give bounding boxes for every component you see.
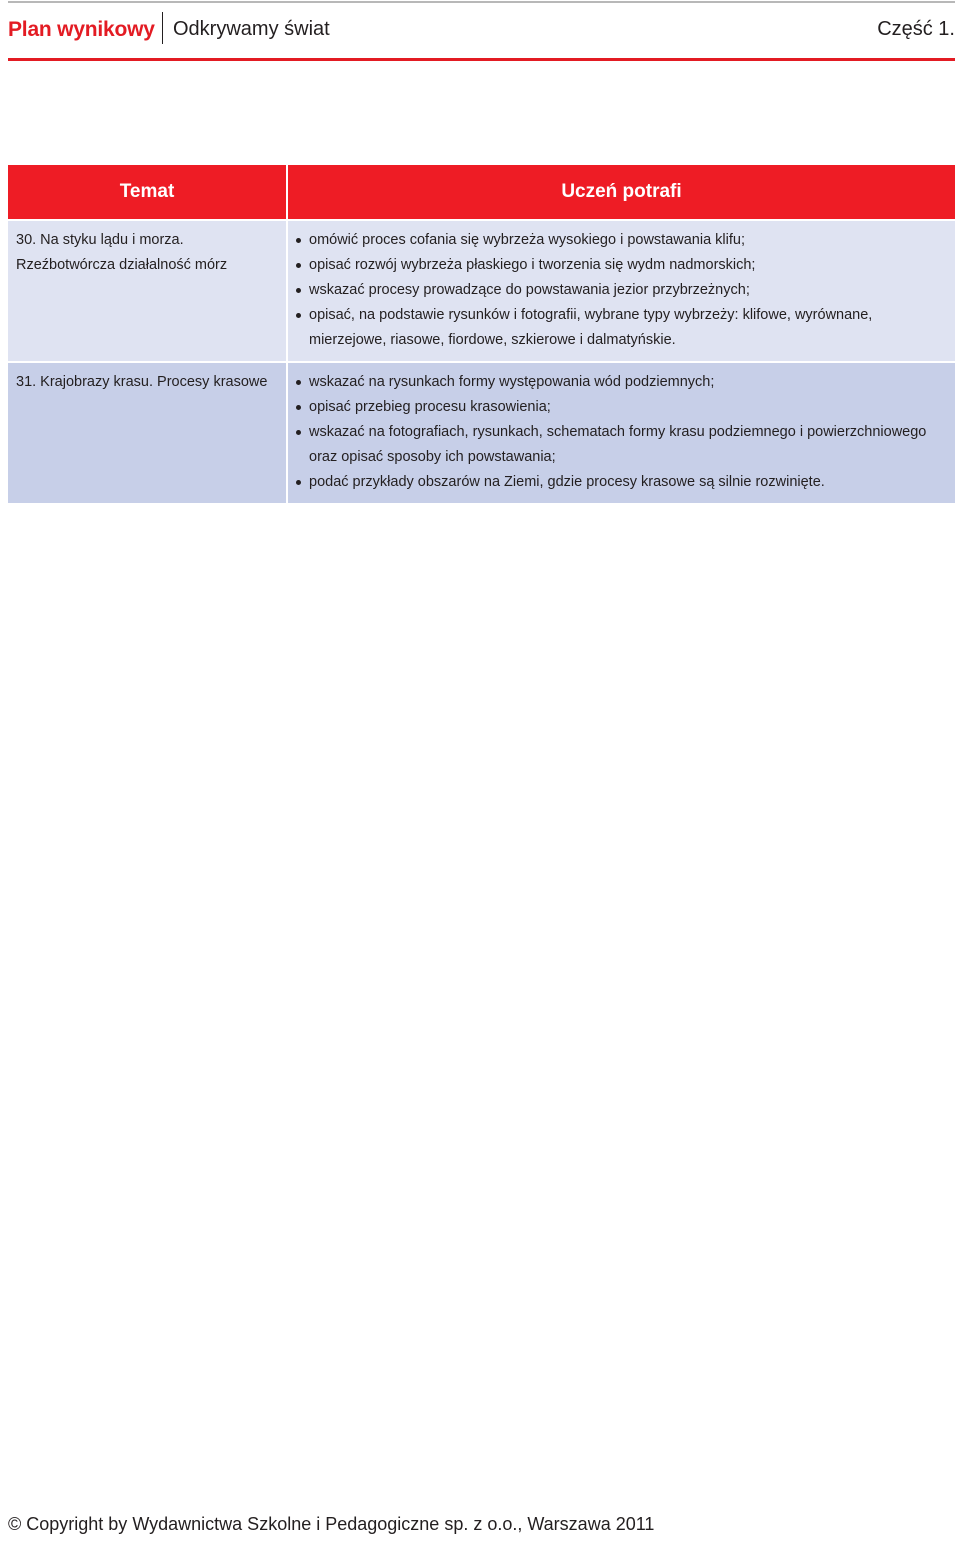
subject-title: Odkrywamy świat [173,18,330,40]
skill-item: opisać, na podstawie rysunków i fotografii, wybrane typy wybrzeży: klifowe, wyrównane, mierzejowe, riasowe, fiordowe, szkierowe i dalmatyńskie. [296,303,943,353]
page-header [8,8,955,48]
skill-list [296,228,943,353]
skill-item: opisać przebieg procesu krasowienia; [296,395,943,420]
column-header-topic: Temat [8,165,287,220]
part-label: Część 1. [877,18,955,40]
skill-item: podać przykłady obszarów na Ziemi, gdzie procesy krasowe są silnie rozwinięte. [296,470,943,495]
learning-plan-table [8,165,955,503]
skill-list [296,370,943,495]
skill-item: wskazać na rysunkach formy występowania wód podziemnych; [296,370,943,395]
topic-cell [8,220,287,362]
topic-cell [8,362,287,503]
skill-item: opisać rozwój wybrzeża płaskiego i tworzenia się wydm nadmorskich; [296,253,943,278]
table-row [8,362,955,503]
skills-cell [287,220,955,362]
table-header-row [8,165,955,220]
skills-cell [287,362,955,503]
topic-text: 31. Krajobrazy krasu. Procesy krasowe [16,374,268,390]
column-header-skills: Uczeń potrafi [287,165,955,220]
skill-item: omówić proces cofania się wybrzeża wysokiego i powstawania klifu; [296,228,943,253]
topic-text: 30. Na styku lądu i morza. [16,232,184,248]
header-red-rule [8,58,955,61]
topic-text: Rzeźbotwórcza działalność mórz [16,257,228,273]
table-row [8,220,955,362]
top-gray-rule [8,1,955,3]
copyright-footer: © Copyright by Wydawnictwa Szkolne i Pedagogiczne sp. z o.o., Warszawa 2011 [8,1514,655,1534]
header-divider [162,12,163,44]
brand-title: Plan wynikowy [8,18,155,41]
skill-item: wskazać na fotografiach, rysunkach, schematach formy krasu podziemnego i powierzchniowego oraz opisać sposoby ich powstawania; [296,420,943,470]
skill-item: wskazać procesy prowadzące do powstawania jezior przybrzeżnych; [296,278,943,303]
